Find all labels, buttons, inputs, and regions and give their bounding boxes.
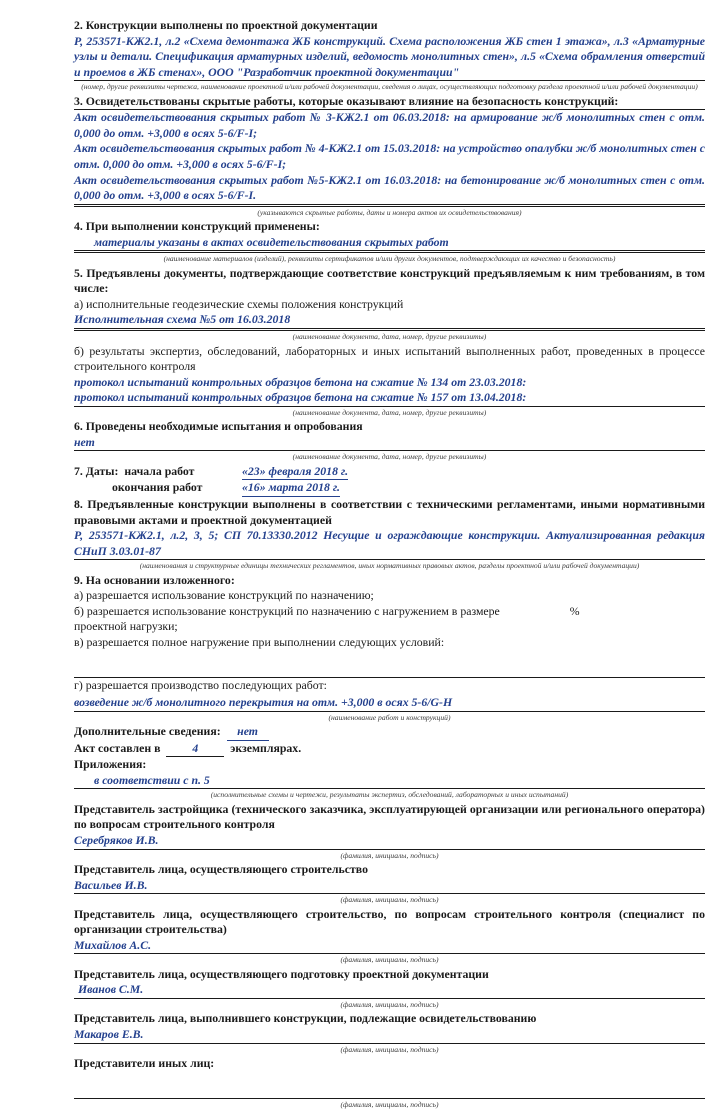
section-2 bbox=[74, 18, 705, 92]
section-8-value: Р, 253571-КЖ2.1, л.2, 3, 5; СП 70.13330.2012 Несущие и ограждающие конструкции. Актуализированная редакция СНиП 3.03.01-87 bbox=[74, 528, 705, 560]
section-5a-caption: (наименование документа, дата, номер, другие реквизиты) bbox=[292, 332, 487, 342]
section-2-caption: (номер, другие реквизиты чертежа, наименование проектной и/или рабочей документации, сведения о лицах, осуществляющих подготовку раздела проектной и/или рабочей документации) bbox=[81, 82, 698, 92]
percent-sign: % bbox=[569, 603, 580, 618]
end-date-label: окончания работ bbox=[112, 480, 203, 495]
section-2-label: 2. Конструкции выполнены по проектной документации bbox=[74, 18, 378, 32]
section-6-caption: (наименование документа, дата, номер, другие реквизиты) bbox=[292, 452, 487, 462]
attachments-caption: (исполнительные схемы и чертежи, результаты экспертиз, обследований, лабораторных и иных испытаний) bbox=[210, 790, 569, 800]
signature-name: Макаров Е.В. bbox=[74, 1027, 705, 1044]
signature-block-builder bbox=[74, 862, 705, 905]
end-date-value: «16» марта 2018 г. bbox=[242, 480, 340, 497]
hidden-works-act-3: Акт освидетельствования скрытых работ №5-КЖ2.1 от 16.03.2018: на бетонирование ж/б монолитных стен с отм. 0,000 до отм. +3,000 в осях 5-6/F-I. bbox=[74, 172, 705, 203]
copies-suffix: экземплярах. bbox=[230, 740, 302, 755]
section-5b-value bbox=[74, 375, 705, 407]
additional-info-value: нет bbox=[227, 724, 269, 741]
section-5b-caption: (наименование документа, дата, номер, другие реквизиты) bbox=[292, 407, 487, 417]
start-date-value: «23» февраля 2018 г. bbox=[242, 464, 348, 481]
signature-caption: (фамилия, инициалы, подпись) bbox=[340, 955, 439, 965]
signature-name: Серебряков И.В. bbox=[74, 833, 705, 850]
section-8 bbox=[74, 497, 705, 571]
signature-label: Представитель лица, осуществляющего строительство, по вопросам строительного контроля (специалист по организации строительства) bbox=[74, 906, 705, 937]
section-8-label: 8. Предъявленные конструкции выполнены в соответствии с техническими регламентами, иными нормативными правовыми актами и проектной документацией bbox=[74, 496, 705, 527]
signature-label: Представители иных лиц: bbox=[74, 1056, 215, 1071]
section-6-value: нет bbox=[74, 435, 705, 452]
copies-row bbox=[74, 741, 705, 758]
signature-label: Представитель лица, осуществляющего строительство bbox=[74, 862, 368, 877]
attachments-value: в соответствии с п. 5 bbox=[74, 773, 705, 790]
section-5b-label: б) результаты экспертиз, обследований, лабораторных и иных испытаний выполненных работ, проведенных в процессе строительного контроля bbox=[74, 343, 705, 374]
signature-block-contractor bbox=[74, 1011, 705, 1054]
section-8-caption: (наименования и структурные единицы технических регламентов, иных нормативных правовых актов, разделы проектной и/или рабочей документации) bbox=[139, 561, 640, 571]
signature-caption: (фамилия, инициалы, подпись) bbox=[340, 895, 439, 905]
copies-prefix: Акт составлен в bbox=[74, 740, 161, 755]
section-3-label: 3. Освидетельствованы скрытые работы, которые оказывают влияние на безопасность конструкций: bbox=[74, 94, 705, 111]
section-5 bbox=[74, 266, 705, 417]
section-4 bbox=[74, 219, 705, 264]
section-9-label: 9. На основании изложенного: bbox=[74, 572, 235, 587]
section-9-item-c: в) разрешается полное нагружение при выполнении следующих условий: bbox=[74, 634, 445, 649]
signature-name: Михайлов А.С. bbox=[74, 938, 705, 955]
section-9-item-a: а) разрешается использование конструкций по назначению; bbox=[74, 588, 374, 603]
concrete-test-protocol-1: протокол испытаний контрольных образцов бетона на сжатие № 134 от 23.03.2018: bbox=[74, 374, 527, 389]
signature-caption: (фамилия, инициалы, подпись) bbox=[340, 999, 439, 1009]
additional-info-block bbox=[74, 724, 705, 800]
hidden-works-act-1: Акт освидетельствования скрытых работ № 3-КЖ2.1 от 06.03.2018: на армирование ж/б монолитных стен с отм. 0,000 до отм. +3,000 в осях 5-6/F-I; bbox=[74, 110, 705, 140]
section-9-item-b2: проектной нагрузки; bbox=[74, 619, 178, 634]
section-9d-caption: (наименование работ и конструкций) bbox=[328, 712, 451, 722]
additional-info-label: Дополнительные сведения: bbox=[74, 724, 221, 739]
section-9-item-b bbox=[74, 604, 705, 620]
section-3-caption: (указываются скрытые работы, даты и номера актов их освидетельствования) bbox=[257, 207, 522, 217]
section-6-label: 6. Проведены необходимые испытания и опробования bbox=[74, 419, 363, 434]
section-5-label: 5. Предъявлены документы, подтверждающие соответствие конструкций предъявляемым к ним требованиям, в том числе: bbox=[74, 265, 705, 296]
signature-caption: (фамилия, инициалы, подпись) bbox=[340, 850, 439, 860]
section-7-end-row bbox=[74, 480, 705, 497]
section-5a-label: а) исполнительные геодезические схемы положения конструкций bbox=[74, 296, 404, 311]
signature-block-designer bbox=[74, 967, 705, 1010]
section-4-label: 4. При выполнении конструкций применены: bbox=[74, 219, 320, 234]
copies-value: 4 bbox=[166, 741, 224, 758]
signature-label: Представитель застройщика (технического заказчика, эксплуатирующей организации или регионального оператора) по вопросам строительного контроля bbox=[74, 801, 705, 832]
section-7-start-row bbox=[74, 464, 705, 481]
concrete-test-protocol-2: протокол испытаний контрольных образцов бетона на сжатие № 157 от 13.04.2018: bbox=[74, 390, 527, 405]
section-2-value: Р, 253571-КЖ2.1, л.2 «Схема демонтажа ЖБ конструкций. Схема расположения ЖБ стен 1 этажа», л.3 «Арматурные узлы и детали. Спецификация арматурных изделий, ведомость монолитных стен», л.5 «Схема обрамления отверстий и проемов в ЖБ стенах», ООО "Разработчик проектной документации" bbox=[74, 34, 705, 82]
additional-info-row bbox=[74, 724, 705, 741]
start-date-label: начала работ bbox=[124, 463, 195, 478]
signature-caption: (фамилия, инициалы, подпись) bbox=[340, 1099, 439, 1109]
signature-name-empty bbox=[74, 1072, 705, 1099]
signature-label: Представитель лица, выполнившего конструкции, подлежащие освидетельствованию bbox=[74, 1011, 537, 1026]
signature-block-other-persons bbox=[74, 1056, 705, 1109]
item-b-text: б) разрешается использование конструкций по назначению с нагружением в размере bbox=[74, 603, 500, 618]
section-5a-value: Исполнительная схема №5 от 16.03.2018 bbox=[74, 312, 705, 331]
signature-caption: (фамилия, инициалы, подпись) bbox=[340, 1044, 439, 1054]
section-7-label: 7. Даты: bbox=[74, 463, 119, 478]
section-4-caption: (наименование материалов (изделий), реквизиты сертификатов и/или других документов, подтверждающих их качество и безопасность) bbox=[163, 254, 616, 264]
section-9d-value: возведение ж/б монолитного перекрытия на отм. +3,000 в осях 5-6/G-H bbox=[74, 695, 705, 712]
section-4-value: материалы указаны в актах освидетельствования скрытых работ bbox=[74, 235, 705, 254]
signature-label: Представитель лица, осуществляющего подготовку проектной документации bbox=[74, 966, 489, 981]
section-9 bbox=[74, 573, 705, 722]
blank-conditions-area bbox=[74, 651, 705, 677]
section-3-value bbox=[74, 110, 705, 206]
signature-name: Иванов С.М. bbox=[74, 982, 705, 999]
section-9-item-d: г) разрешается производство последующих работ: bbox=[74, 677, 327, 692]
signature-block-construction-control bbox=[74, 907, 705, 965]
section-6 bbox=[74, 419, 705, 462]
section-7 bbox=[74, 464, 705, 497]
attachments-label: Приложения: bbox=[74, 757, 147, 772]
section-3 bbox=[74, 94, 705, 217]
signature-block-developer bbox=[74, 802, 705, 860]
hidden-works-act-2: Акт освидетельствования скрытых работ № 4-КЖ2.1 от 15.03.2018: на устройство опалубки ж/б монолитных стен с отм. 0,000 до отм. +3,000 в осях 5-6/F-I; bbox=[74, 141, 705, 171]
signature-name: Васильев И.В. bbox=[74, 878, 705, 895]
